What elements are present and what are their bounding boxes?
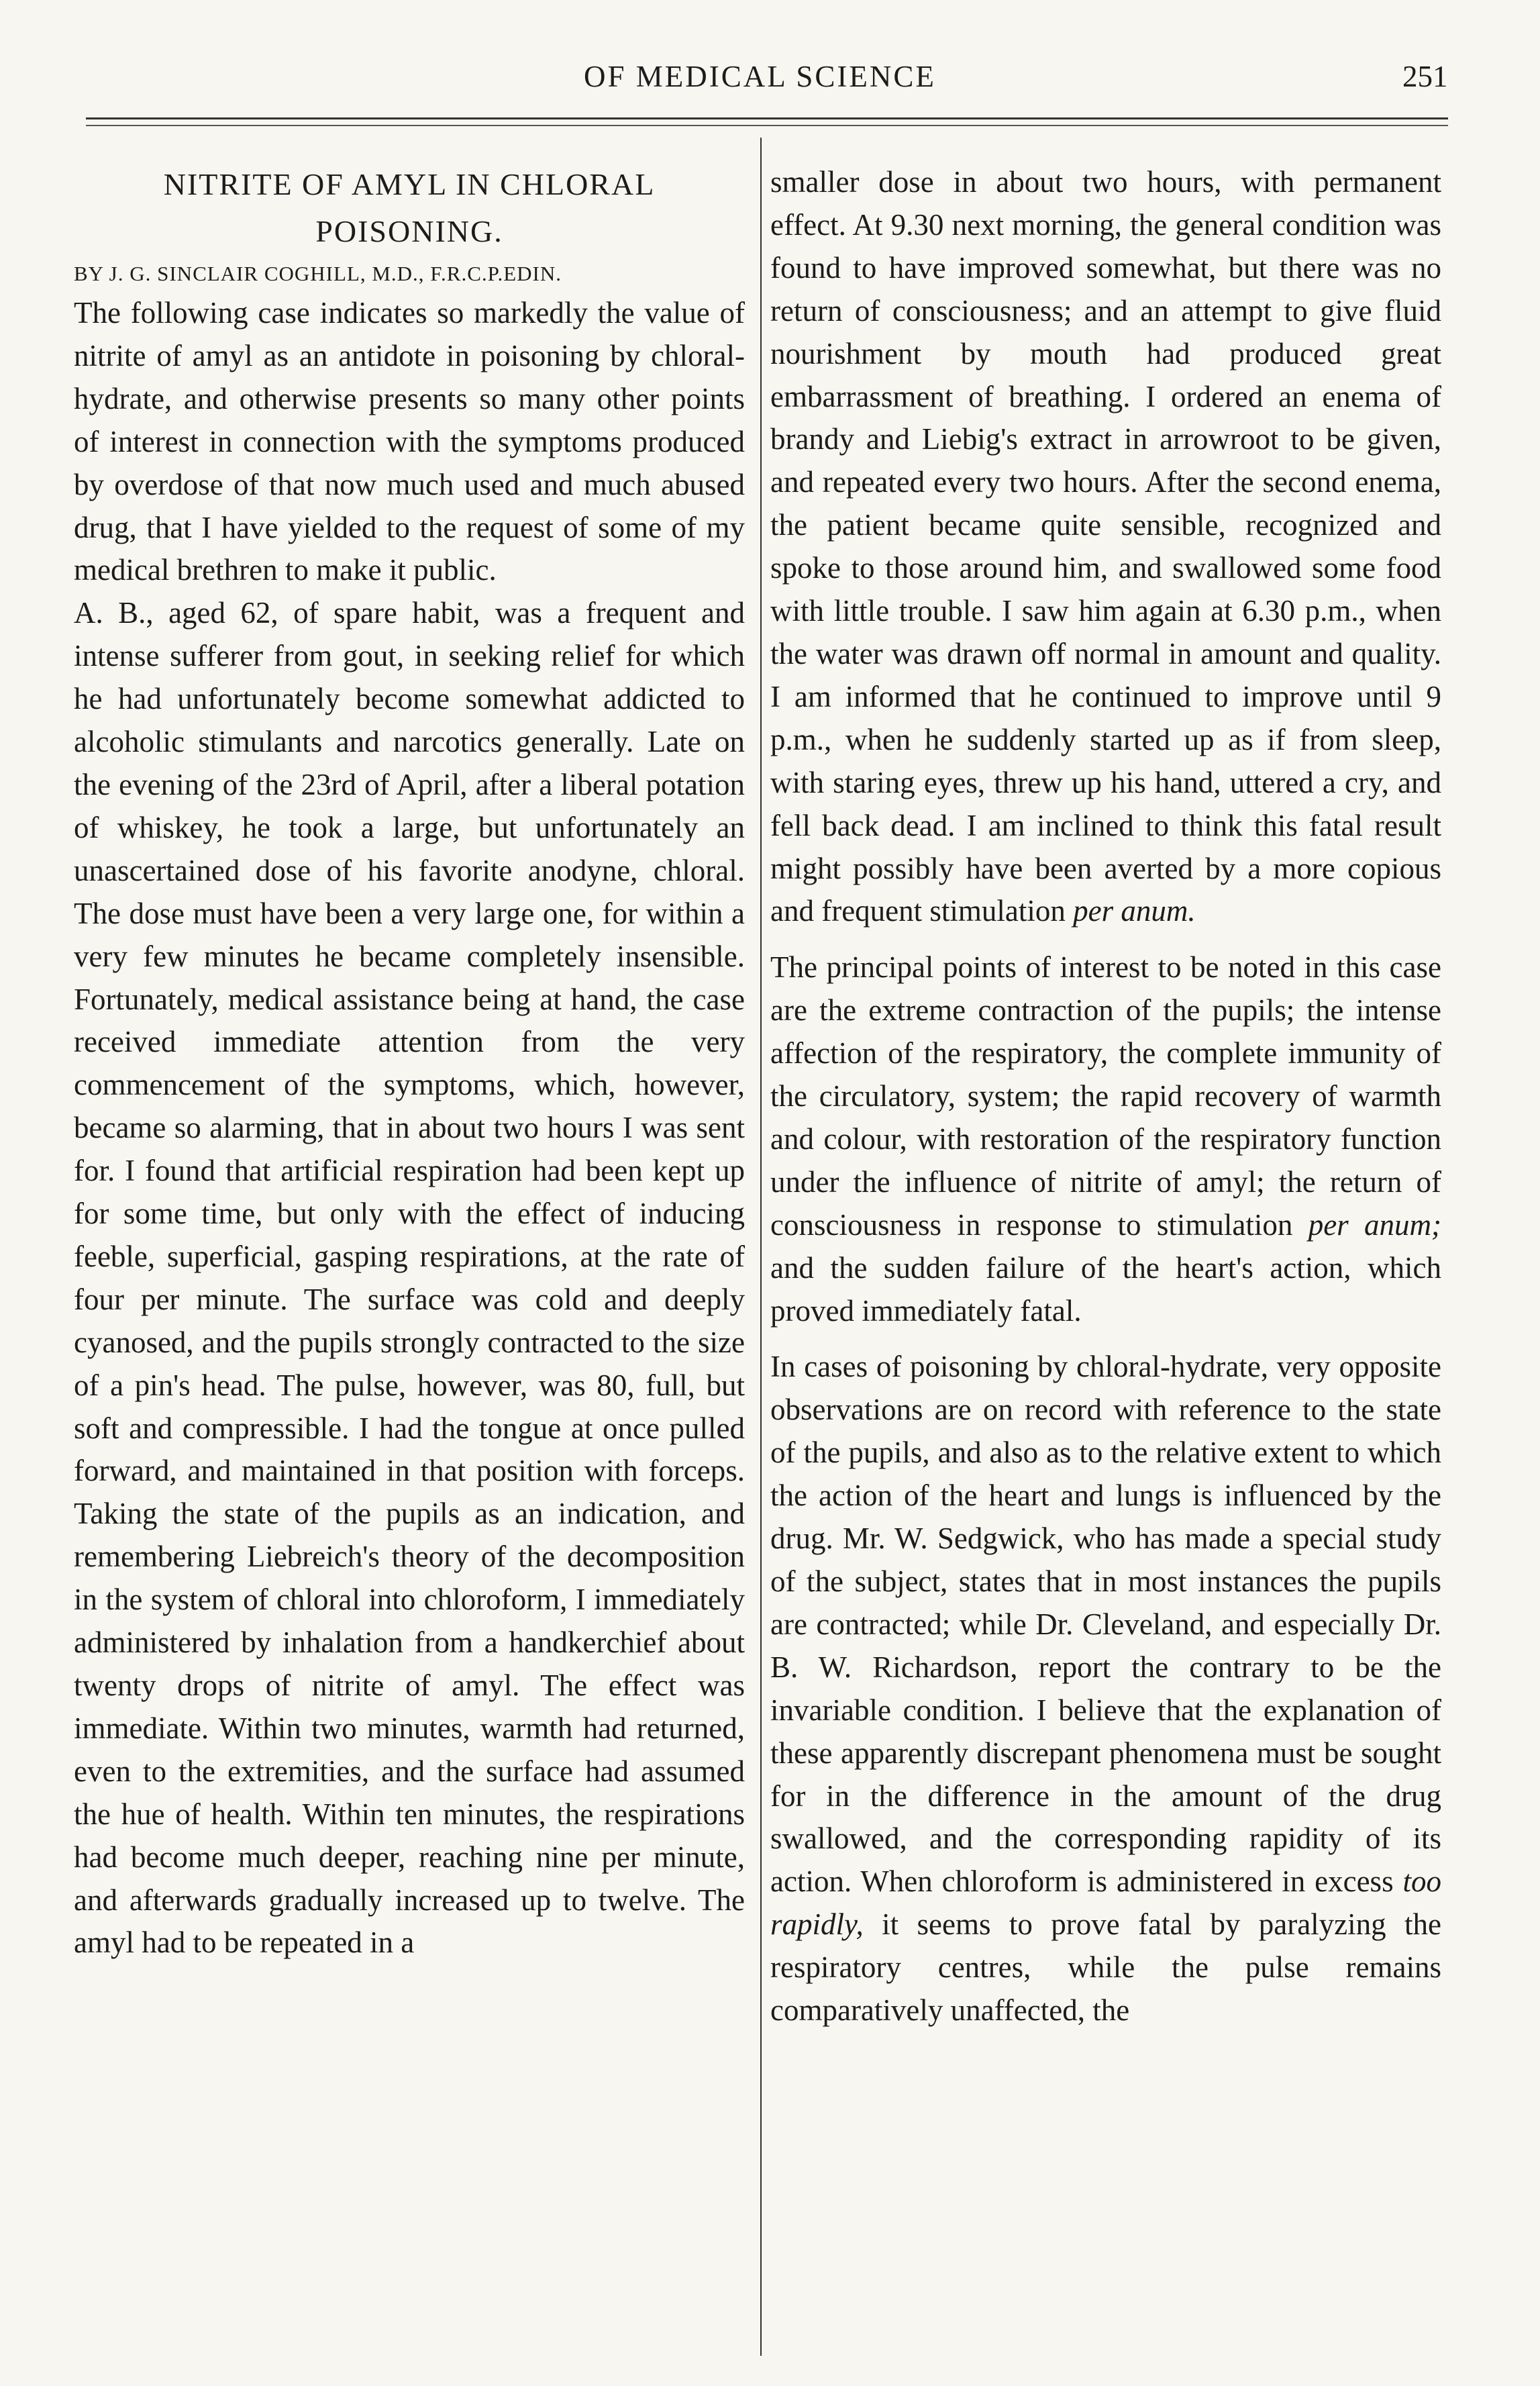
left-column [74,161,745,1965]
paragraph-text: smaller dose in about two hours, with permanent effect. At 9.30 next morning, the general condition was found to have improved somewhat, but there was no return of consciousness; and an attempt to give fluid nourishment by mouth had produced great embarrassment of breathing. I ordered an enema of brandy and Liebig's extract in arrowroot to be given, and repeated every two hours. After the second enema, the patient became quite sensible, recognized and spoke to those around him, and swallowed some food with little trouble. I saw him again at 6.30 p.m., when the water was drawn off normal in amount and quality. I am informed that he continued to improve until 9 p.m., when he suddenly started up as if from sleep, with staring eyes, threw up his hand, uttered a cry, and fell back dead. I am inclined to think this fatal result might possibly have been averted by a more copious and frequent stimulation [770,165,1441,928]
right-column [770,161,1441,2032]
italic-text: too rapidly, [770,1865,1442,1942]
column-divider [760,138,762,2356]
italic-text: per anum; [1308,1207,1442,1242]
paragraph [770,946,1441,1332]
paragraph [770,1346,1441,2032]
paragraph [770,161,1441,933]
article-title: NITRITE OF AMYL IN CHLORAL POISONING. [163,167,656,248]
italic-text: per anum. [1073,894,1196,928]
running-header [0,59,1540,119]
paragraph-text: In cases of poisoning by chloral-hydrate, very opposite observations are on record with reference to the state of the pupils, and also as to the relative extent to which the action of the heart and lungs is influenced by the drug. Mr. W. Sedgwick, who has made a special study of the subject, states that in most instances the pupils are contracted; while Dr. Cleveland, and especially Dr. B. W. Richardson, report the contrary to be the invariable condition. I believe that the explanation of these apparently discrepant phenomena must be sought for in the difference in the amount of the drug swallowed, and the corresponding rapidity of its action. When chloroform is administered in excess [770,1350,1441,1899]
header-rule-secondary [86,125,1448,126]
page-number: 251 [1402,60,1448,93]
header-rule [86,117,1448,119]
paragraph-text: The principal points of interest to be noted in this case are the extreme contraction of the pupils; the intense affection of the respiratory, the complete immunity of the circulatory, system; the rapid recovery of warmth and colour, with restoration of the respiratory function under the influence of nitrite of amyl; the return of consciousness in response to stimulation [770,950,1441,1242]
article-byline: BY J. G. SINCLAIR COGHILL, M.D., F.R.C.P.EDIN. [74,262,562,285]
paragraph: A. B., aged 62, of spare habit, was a frequent and intense sufferer from gout, in seeking relief for which he had unfortunately become somewhat addicted to alcoholic stimulants and narcotics generally. Late on the evening of the 23rd of April, after a liberal potation of whiskey, he took a large, but unfortunately an unascertained dose of his favorite anodyne, chloral. The dose must have been a very large one, for within a very few minutes he became completely insensible. Fortunately, medical assistance being at hand, the case received immediate attention from the very commencement of the symptoms, which, however, became so alarming, that in about two hours I was sent for. I found that artificial respiration had been kept up for some time, but only with the effect of inducing feeble, superficial, gasping respirations, at the rate of four per minute. The surface was cold and deeply cyanosed, and the pupils strongly contracted to the size of a pin's head. The pulse, however, was 80, full, but soft and compressible. I had the tongue at once pulled forward, and maintained in that position with forceps. Taking the state of the pupils as an indication, and remembering Liebreich's theory of the decomposition in the system of chloral into chloroform, I immediately administered by inhalation from a handkerchief about twenty drops of nitrite of amyl. The effect was immediate. Within two minutes, warmth had returned, even to the extremities, and the surface had assumed the hue of health. Within ten minutes, the respirations had become much deeper, reaching nine per minute, and afterwards gradually increased up to twelve. The amyl had to be repeated in a [74,596,745,1960]
paragraph-text: and the sudden failure of the heart's action, which proved immediately fatal. [770,1250,1441,1328]
header-title: OF MEDICAL SCIENCE [584,60,936,93]
paragraph-text: it seems to prove fatal by paralyzing the respiratory centres, while the pulse remains comparatively unaffected, the [770,1907,1441,2028]
paragraph: The following case indicates so markedly the value of nitrite of amyl as an antidote in poisoning by chloral-hydrate, and otherwise presents so many other points of interest in connection with the symptoms produced by overdose of that now much used and much abused drug, that I have yielded to the request of some of my medical brethren to make it public. [74,296,745,587]
